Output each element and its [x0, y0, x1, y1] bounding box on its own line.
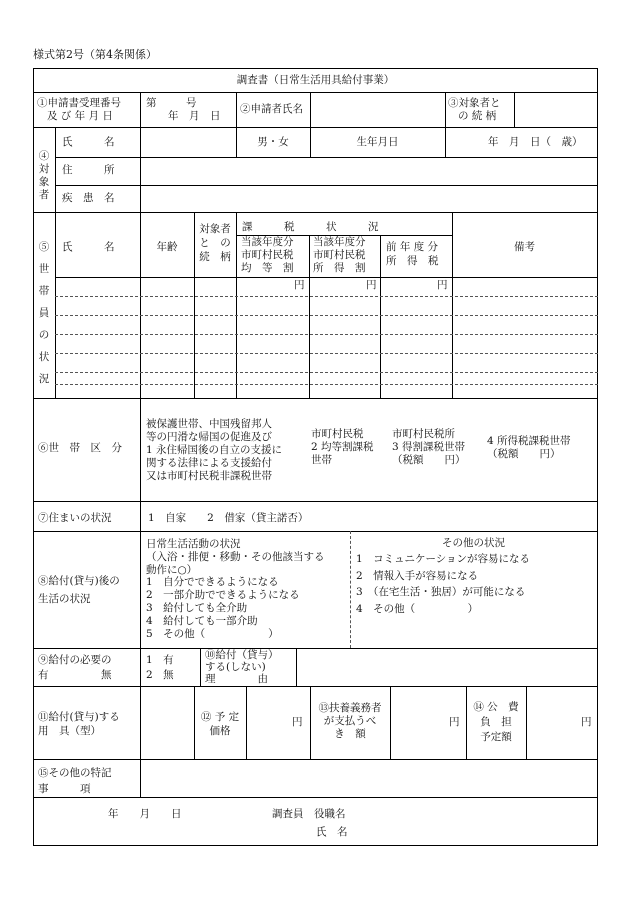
tax1-yen: 円 — [294, 279, 305, 291]
household-col-remarks: 備考 — [514, 241, 535, 253]
necessity-label: ⑨給付の必要の 有 無 — [38, 654, 112, 681]
public-burden-label: ⑭ 公 費 負 担 予定額 — [473, 701, 519, 743]
after-life-other-list: 1 コミュニケーションが容易になる 2 情報入手が容易になる 3 （在宅生活・独居）が可能になる 4 その他（ ） — [356, 553, 531, 615]
form-title: 調査書（日常生活用具給付事業） — [236, 74, 395, 86]
household-col-age: 年齢 — [156, 241, 178, 253]
household-col-tax3: 前 年 度 分 所 得 税 — [386, 241, 439, 267]
device-label: ⑪給付(貸与)する 用 具（型） — [38, 711, 120, 737]
price-label: ⑫ 予 定 価格 — [200, 711, 240, 737]
household-row-divider — [55, 353, 598, 354]
notes-label: ⑮その他の特記 事 項 — [38, 767, 112, 795]
household-col-name: 氏 名 — [62, 241, 115, 253]
household-row-divider — [55, 384, 598, 385]
tax2-yen: 円 — [366, 279, 377, 291]
address-label: 住 所 — [62, 164, 115, 176]
necessity-options: 1 有 2 無 — [146, 654, 174, 681]
household-section-label: ⑤世帯員の状況 — [38, 241, 50, 385]
subject-name-label: 氏 名 — [62, 136, 115, 148]
birth-value: 年 月 日（ 歳） — [488, 136, 583, 148]
tax3-yen: 円 — [437, 279, 448, 291]
household-row-divider — [55, 334, 598, 335]
receipt-no-prefix: 第 — [146, 97, 157, 109]
investigator-title-label: 調査員 役職名 — [272, 808, 346, 820]
frame-bottom — [33, 845, 598, 846]
household-col-tax2: 当該年度分 市町村民税 所 得 割 — [313, 236, 366, 274]
frame-top — [33, 68, 598, 69]
relation-label-2: の 続 柄 — [458, 110, 497, 122]
frame-left — [33, 68, 34, 846]
household-col-tax1: 当該年度分 市町村民税 均 等 割 — [241, 236, 294, 274]
category-option-2: 市町村民税 2 均等割課税 世帯 — [311, 428, 374, 466]
sex-value: 男・女 — [257, 136, 289, 148]
subject-section-label: ④対象者 — [38, 150, 50, 201]
support-obligor-label: ⑬扶養義務者 が支払うべ き 額 — [318, 702, 382, 740]
receipt-number-label: ①申請書受理番号 — [37, 97, 121, 109]
support-obligor-yen: 円 — [449, 716, 460, 728]
after-life-label: ⑧給付(貸与)後の 生活の状況 — [38, 575, 120, 605]
applicant-name-label: ②申請者氏名 — [240, 103, 303, 115]
category-option-1: 被保護世帯、中国残留邦人 等の円滑な帰国の促進及び 1 永住帰国後の自立の支援に 関する法律による支援給付 又は市町村民税非課税世帯 — [146, 418, 283, 482]
price-yen: 円 — [292, 716, 303, 728]
housing-label: ⑦住まいの状況 — [38, 512, 112, 524]
investigator-name-label: 氏 名 — [316, 826, 348, 838]
household-tax-header: 課 税 状 況 — [242, 221, 379, 233]
household-row-divider — [55, 372, 598, 373]
disease-label: 疾 患 名 — [62, 192, 115, 204]
reason-label: ⑩給付（貸与） する(しない) 理 由 — [205, 649, 279, 685]
footer-date: 年 月 日 — [108, 808, 182, 820]
household-col-relation: 対象者 と の 続 柄 — [199, 223, 231, 263]
form-number: 様式第2号（第4条関係） — [33, 48, 157, 61]
receipt-no-suffix: 号 — [186, 97, 197, 109]
after-life-other-title: その他の状況 — [442, 537, 505, 549]
birth-label: 生年月日 — [356, 136, 399, 148]
housing-value: 1 自家 2 借家（貸主諾否） — [148, 512, 309, 524]
category-option-4: 4 所得税課税世帯 （税額 円） — [487, 435, 571, 460]
category-label: ⑥世 帯 区 分 — [38, 442, 122, 454]
relation-label: ③対象者と — [448, 97, 501, 109]
household-row-divider — [55, 315, 598, 316]
household-row-divider — [55, 296, 598, 297]
category-option-3: 市町村民税所 3 得割課税世帯 （税額 円） — [392, 428, 466, 466]
public-burden-yen: 円 — [581, 716, 592, 728]
after-life-daily-activity: 日常生活活動の状況 （入浴・排便・移動・その他該当する 動作に○） 1 自分でできるようになる 2 一部介助でできるようになる 3 給付しても全介助 4 給付しても一部介助 5 その他（ ） — [146, 538, 325, 640]
receipt-date: 年 月 日 — [168, 110, 221, 122]
receipt-date-label: 及 び 年 月 日 — [47, 110, 113, 122]
